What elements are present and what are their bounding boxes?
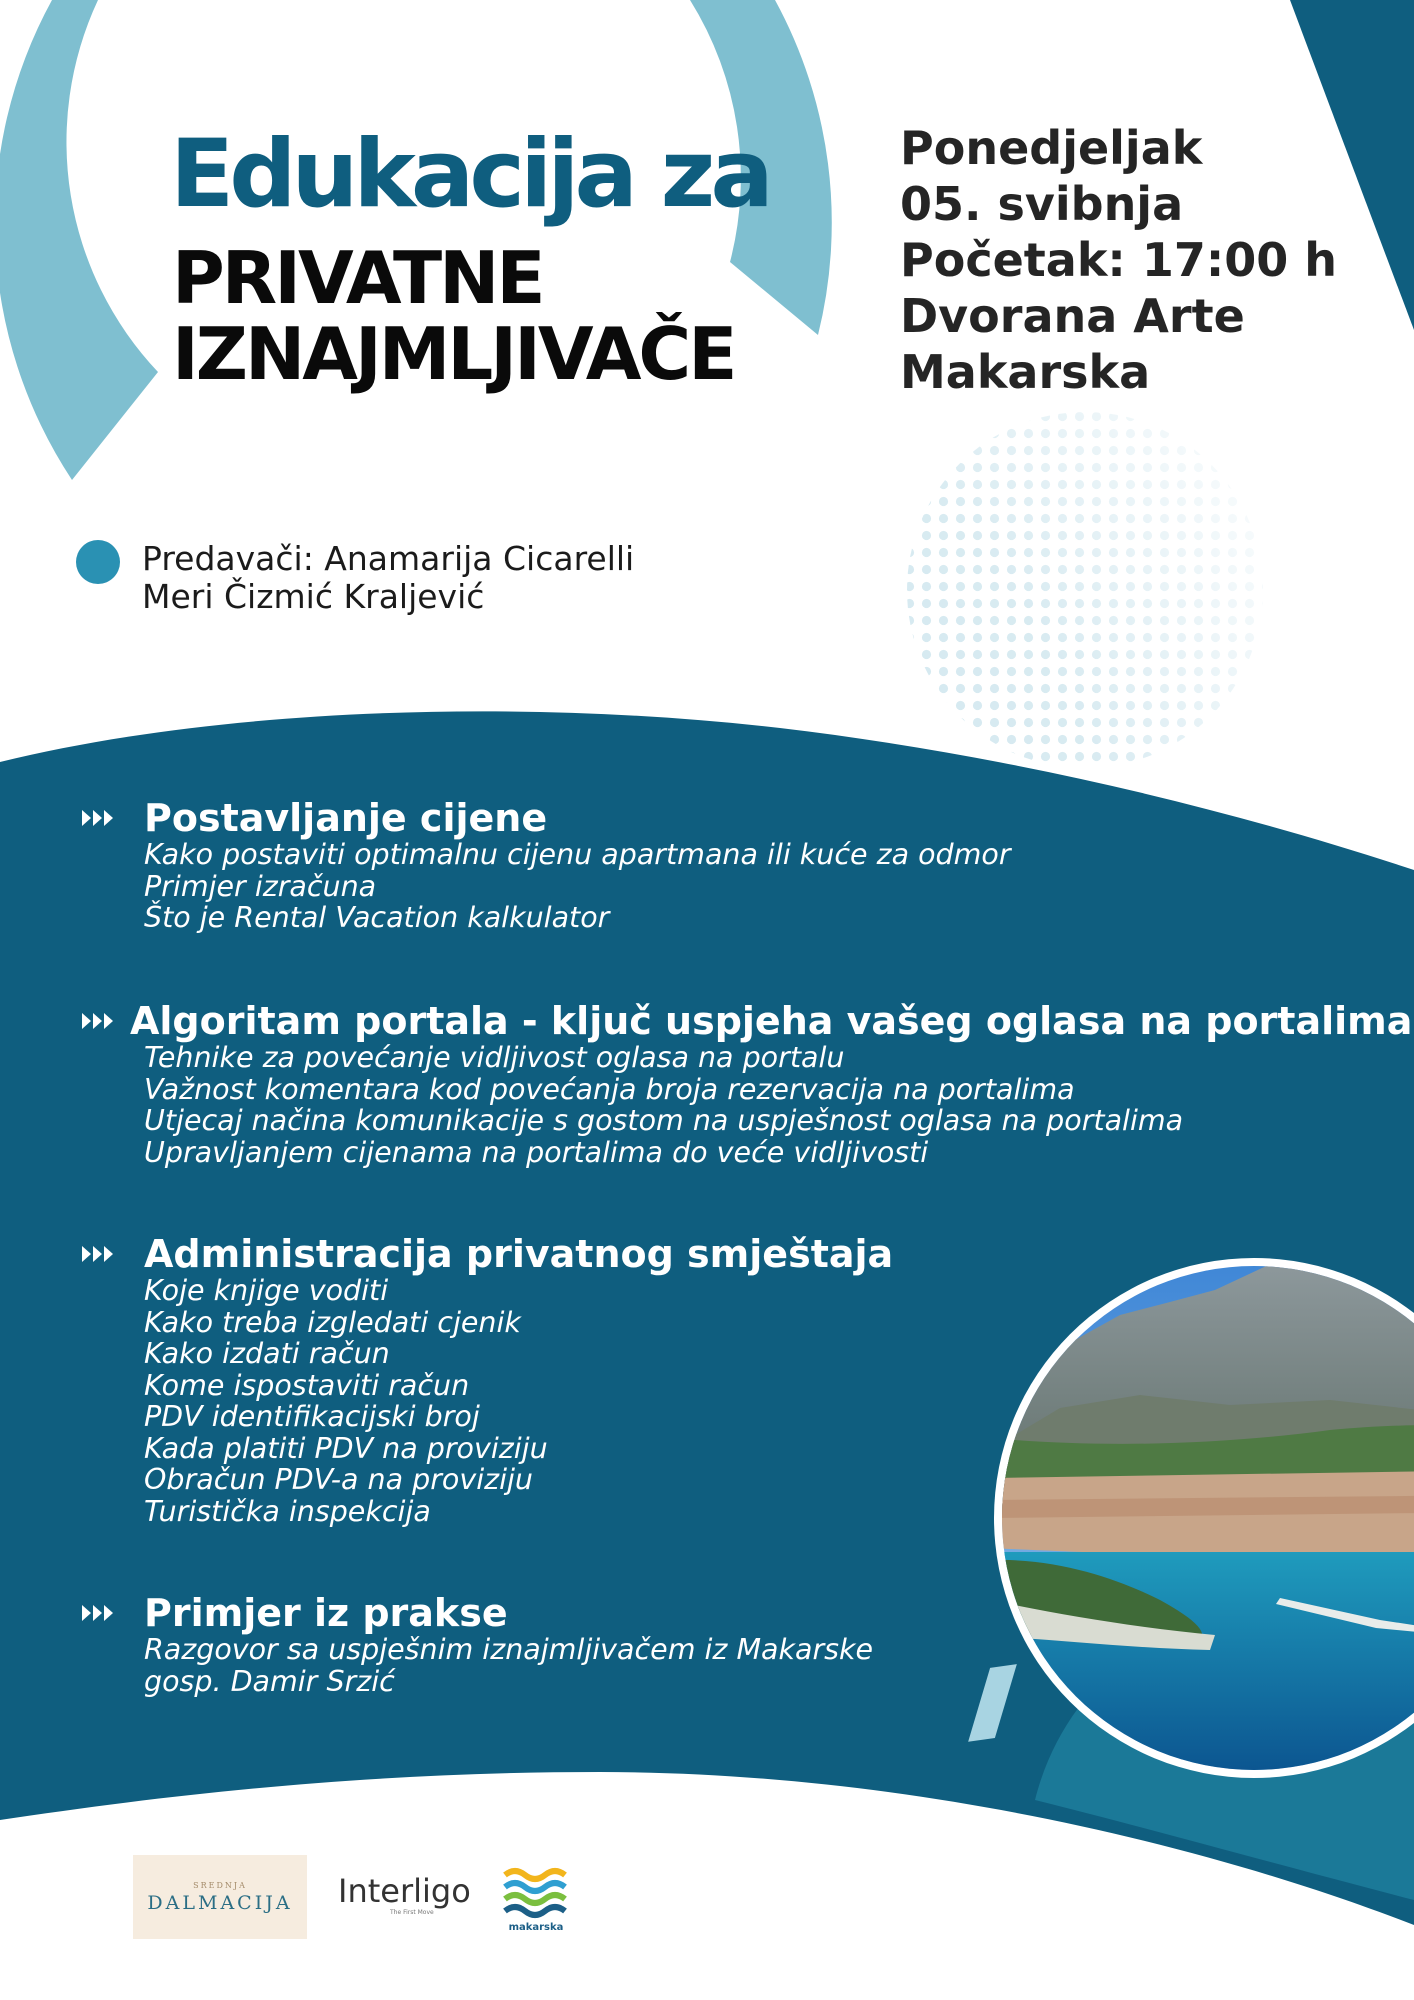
topic-item: Turistička inspekcija <box>144 1494 431 1528</box>
triple-chevron-icon <box>82 1603 130 1623</box>
topic-item: Kada platiti PDV na proviziju <box>144 1431 548 1465</box>
topic-title: Algoritam portala - ključ uspjeha vašeg oglasa na portalima <box>130 999 1413 1043</box>
logo-big-text: DALMACIJA <box>147 1891 293 1914</box>
topic-item: Obračun PDV-a na proviziju <box>144 1463 533 1496</box>
halftone-dots-decoration <box>907 412 1263 768</box>
interligo-logo <box>338 1872 471 1916</box>
topic-item: Razgovor sa uspješnim iznajmljivačem iz Makarske <box>144 1633 874 1666</box>
makarska-logo <box>503 1865 569 1941</box>
topic-item: gosp. Damir Srzić <box>144 1664 395 1698</box>
interligo-wordmark: Interligo <box>338 1872 471 1910</box>
topic-item: Primjer izračuna <box>144 869 377 903</box>
topic-portal-algorithm <box>82 999 1413 1169</box>
title-line-2: PRIVATNE <box>172 236 543 320</box>
triple-chevron-icon <box>82 1011 116 1031</box>
topic-item: Kako treba izgledati cjenik <box>144 1305 521 1339</box>
triple-chevron-icon <box>82 808 130 828</box>
topic-pricing <box>82 797 1402 934</box>
lecturers-line-1: Predavači: Anamarija Cicarelli <box>142 539 635 578</box>
title-line-3: IZNAJMLJIVAČE <box>172 312 735 396</box>
logo-small-text: SREDNJA <box>193 1880 247 1890</box>
topic-item: Upravljanjem cijenama na portalima do veće vidljivosti <box>144 1135 929 1169</box>
topic-item: Koje knjige voditi <box>144 1274 389 1307</box>
topic-item: Kome ispostaviti račun <box>144 1368 470 1402</box>
title-line-1: Edukacija za <box>170 120 769 229</box>
topic-administration <box>82 1233 1402 1527</box>
makarska-wordmark: makarska <box>508 1922 564 1933</box>
topic-item: Kako postaviti optimalnu cijenu apartmana ili kuće za odmor <box>144 838 1011 871</box>
waves-icon <box>503 1865 569 1919</box>
topic-item: Važnost komentara kod povećanja broja rezervacija na portalima <box>144 1072 1075 1106</box>
event-info <box>900 120 1380 400</box>
topic-title: Administracija privatnog smještaja <box>144 1232 894 1276</box>
interligo-tagline: The First Move <box>390 1909 434 1916</box>
event-day: Ponedjeljak <box>900 121 1203 175</box>
topic-item: Kako izdati račun <box>144 1337 390 1370</box>
topic-title: Postavljanje cijene <box>144 796 548 840</box>
event-venue: Dvorana Arte <box>900 289 1245 343</box>
event-start-time: Početak: 17:00 h <box>900 233 1337 287</box>
event-city: Makarska <box>900 345 1151 399</box>
topic-practice-example <box>82 1592 1402 1697</box>
topic-item: Što je Rental Vacation kalkulator <box>144 901 610 934</box>
lecturers <box>142 540 634 616</box>
topic-item: PDV identifikacijski broj <box>144 1400 480 1433</box>
triple-chevron-icon <box>82 1244 130 1264</box>
lecturers-line-2: Meri Čizmić Kraljević <box>142 577 485 616</box>
circle-dot-icon <box>76 540 120 584</box>
topic-item: Tehnike za povećanje vidljivost oglasa na portalu <box>144 1041 845 1074</box>
srednja-dalmacija-logo <box>133 1855 307 1939</box>
event-date: 05. svibnja <box>900 177 1184 231</box>
topic-title: Primjer iz prakse <box>144 1591 508 1635</box>
topic-item: Utjecaj načina komunikacije s gostom na uspješnost oglasa na portalima <box>144 1104 1184 1137</box>
